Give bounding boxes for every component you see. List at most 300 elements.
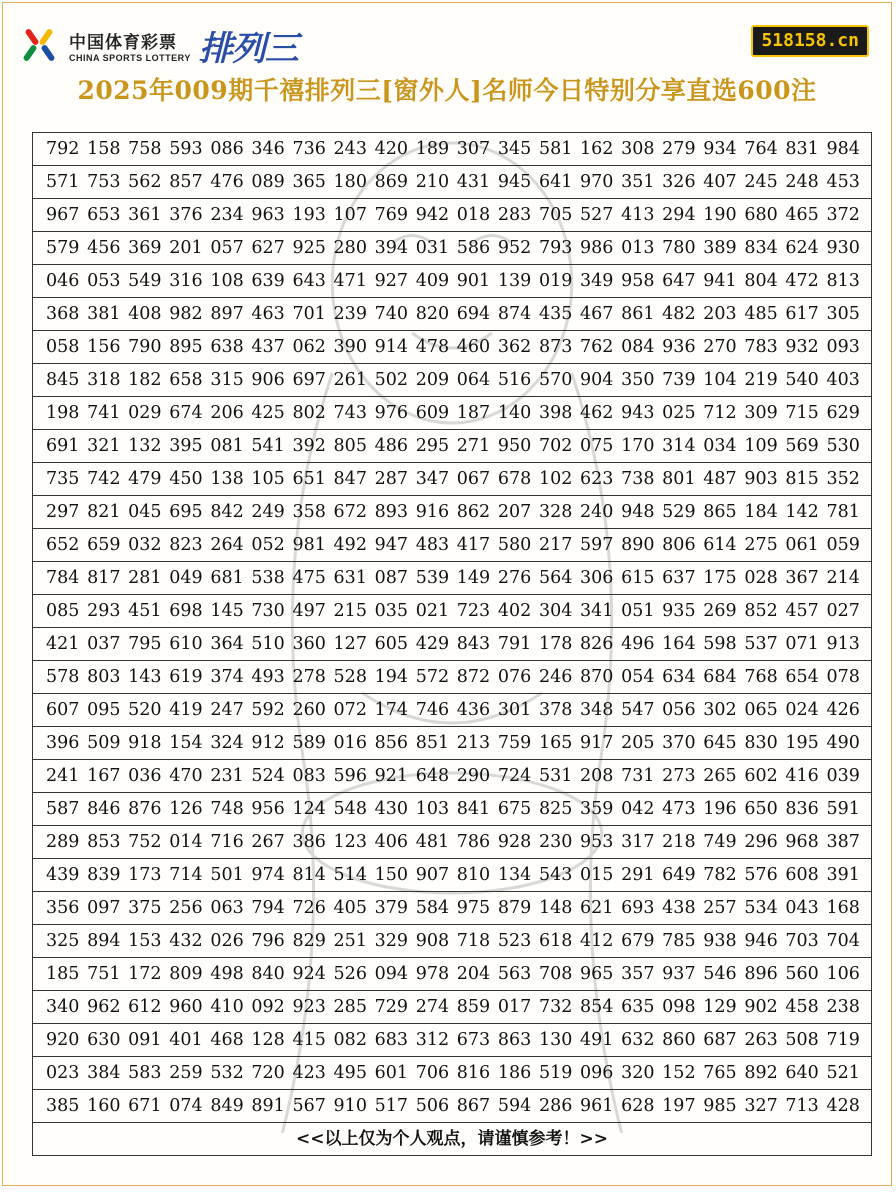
number-cell: 598 — [703, 634, 737, 654]
number-row — [33, 397, 871, 430]
number-cell: 986 — [580, 238, 614, 258]
number-cell: 426 — [826, 700, 860, 720]
number-cell: 093 — [826, 337, 860, 357]
number-cell: 619 — [169, 667, 203, 687]
number-cell: 127 — [333, 634, 367, 654]
number-cell: 140 — [497, 403, 532, 423]
number-cell: 107 — [333, 205, 367, 225]
number-cell: 970 — [580, 172, 614, 192]
number-cell: 017 — [497, 997, 532, 1017]
number-cell: 290 — [456, 766, 491, 786]
number-cell: 581 — [538, 139, 573, 159]
number-cell: 108 — [210, 271, 244, 291]
number-cell: 287 — [374, 469, 409, 489]
number-cell: 045 — [128, 502, 162, 522]
number-cell: 360 — [292, 634, 326, 654]
number-cell: 471 — [333, 271, 367, 291]
number-cell: 450 — [169, 469, 203, 489]
number-cell: 387 — [826, 832, 860, 852]
number-cell: 104 — [703, 370, 737, 390]
number-cell: 576 — [744, 865, 778, 885]
number-cell: 597 — [580, 535, 614, 555]
number-cell: 651 — [292, 469, 326, 489]
number-cell: 247 — [210, 700, 244, 720]
number-cell: 249 — [251, 502, 285, 522]
number-cell: 510 — [251, 634, 285, 654]
number-cell: 270 — [703, 337, 737, 357]
number-cell: 245 — [744, 172, 778, 192]
number-cell: 567 — [292, 1096, 326, 1116]
number-cell: 217 — [538, 535, 573, 555]
number-cell: 042 — [621, 799, 655, 819]
number-cell: 524 — [251, 766, 285, 786]
number-cell: 548 — [333, 799, 367, 819]
number-cell: 467 — [580, 304, 614, 324]
number-cell: 825 — [538, 799, 573, 819]
number-cell: 130 — [538, 1030, 573, 1050]
number-cell: 563 — [497, 964, 532, 984]
number-cell: 680 — [744, 205, 778, 225]
number-cell: 589 — [292, 733, 326, 753]
number-cell: 537 — [744, 634, 778, 654]
number-cell: 963 — [251, 205, 285, 225]
number-cell: 058 — [46, 337, 80, 357]
number-cell: 629 — [826, 403, 860, 423]
number-cell: 259 — [169, 1063, 203, 1083]
number-cell: 264 — [210, 535, 244, 555]
number-cell: 092 — [251, 997, 285, 1017]
number-cell: 062 — [292, 337, 326, 357]
number-cell: 478 — [415, 337, 450, 357]
number-cell: 809 — [169, 964, 203, 984]
number-row — [33, 1024, 871, 1057]
number-cell: 981 — [292, 535, 326, 555]
number-cell: 374 — [210, 667, 244, 687]
number-cell: 904 — [580, 370, 614, 390]
number-cell: 145 — [210, 601, 244, 621]
number-cell: 605 — [374, 634, 409, 654]
number-cell: 645 — [703, 733, 737, 753]
number-cell: 520 — [128, 700, 162, 720]
number-cell: 085 — [46, 601, 80, 621]
number-cell: 830 — [744, 733, 778, 753]
number-cell: 301 — [497, 700, 532, 720]
number-cell: 078 — [826, 667, 860, 687]
number-cell: 095 — [87, 700, 121, 720]
number-cell: 362 — [497, 337, 532, 357]
number-cell: 643 — [292, 271, 326, 291]
number-cell: 784 — [46, 568, 80, 588]
number-cell: 961 — [580, 1096, 614, 1116]
number-cell: 923 — [292, 997, 326, 1017]
number-cell: 539 — [415, 568, 450, 588]
number-cell: 823 — [169, 535, 203, 555]
number-cell: 718 — [456, 931, 491, 951]
number-cell: 978 — [415, 964, 450, 984]
number-cell: 074 — [169, 1096, 203, 1116]
number-cell: 470 — [169, 766, 203, 786]
number-cell: 421 — [46, 634, 80, 654]
number-cell: 260 — [292, 700, 326, 720]
number-cell: 203 — [703, 304, 737, 324]
number-cell: 283 — [497, 205, 532, 225]
number-cell: 736 — [292, 139, 326, 159]
number-cell: 702 — [538, 436, 573, 456]
number-cell: 056 — [662, 700, 696, 720]
number-cell: 892 — [744, 1063, 778, 1083]
number-cell: 405 — [333, 898, 367, 918]
number-cell: 956 — [251, 799, 285, 819]
page — [2, 2, 892, 1186]
number-cell: 218 — [662, 832, 696, 852]
number-cell: 025 — [662, 403, 696, 423]
number-row — [33, 430, 871, 463]
number-cell: 293 — [87, 601, 121, 621]
number-cell: 891 — [251, 1096, 285, 1116]
number-cell: 671 — [128, 1096, 162, 1116]
number-cell: 786 — [456, 832, 491, 852]
number-cell: 708 — [538, 964, 573, 984]
number-cell: 408 — [128, 304, 162, 324]
number-cell: 035 — [374, 601, 409, 621]
number-cell: 704 — [826, 931, 860, 951]
number-cell: 751 — [87, 964, 121, 984]
number-cell: 532 — [210, 1063, 244, 1083]
number-row — [33, 496, 871, 529]
number-cell: 917 — [580, 733, 614, 753]
number-cell: 640 — [785, 1063, 819, 1083]
number-cell: 273 — [662, 766, 696, 786]
number-cell: 087 — [374, 568, 409, 588]
number-cell: 930 — [826, 238, 860, 258]
number-row — [33, 991, 871, 1024]
number-cell: 975 — [456, 898, 491, 918]
number-cell: 628 — [621, 1096, 655, 1116]
number-cell: 794 — [251, 898, 285, 918]
number-cell: 916 — [415, 502, 450, 522]
number-cell: 097 — [87, 898, 121, 918]
number-cell: 368 — [46, 304, 80, 324]
number-cell: 016 — [333, 733, 367, 753]
number-cell: 327 — [744, 1096, 778, 1116]
number-cell: 139 — [497, 271, 532, 291]
number-row — [33, 463, 871, 496]
number-cell: 890 — [621, 535, 655, 555]
number-cell: 530 — [826, 436, 860, 456]
number-cell: 091 — [128, 1030, 162, 1050]
number-cell: 982 — [169, 304, 203, 324]
number-cell: 893 — [374, 502, 409, 522]
number-row — [33, 694, 871, 727]
number-cell: 861 — [621, 304, 655, 324]
number-cell: 840 — [251, 964, 285, 984]
number-cell: 732 — [538, 997, 573, 1017]
number-cell: 428 — [826, 1096, 860, 1116]
number-cell: 509 — [87, 733, 121, 753]
number-cell: 051 — [621, 601, 655, 621]
number-cell: 694 — [456, 304, 491, 324]
number-cell: 263 — [744, 1030, 778, 1050]
number-cell: 468 — [210, 1030, 244, 1050]
number-cell: 637 — [662, 568, 696, 588]
number-row — [33, 793, 871, 826]
number-cell: 096 — [580, 1063, 614, 1083]
number-cell: 134 — [497, 865, 532, 885]
number-cell: 348 — [580, 700, 614, 720]
number-cell: 962 — [87, 997, 121, 1017]
number-cell: 189 — [415, 139, 450, 159]
number-cell: 309 — [744, 403, 778, 423]
number-cell: 527 — [580, 205, 614, 225]
number-cell: 486 — [374, 436, 409, 456]
logo-brand-name: 排列三 — [198, 29, 298, 69]
number-cell: 941 — [703, 271, 737, 291]
site-badge[interactable]: 518158.cn — [751, 25, 869, 57]
number-cell: 028 — [744, 568, 778, 588]
number-cell: 584 — [415, 898, 450, 918]
number-cell: 269 — [703, 601, 737, 621]
number-cell: 350 — [621, 370, 655, 390]
number-cell: 712 — [703, 403, 737, 423]
number-cell: 315 — [210, 370, 244, 390]
number-cell: 678 — [497, 469, 532, 489]
number-cell: 435 — [538, 304, 573, 324]
number-cell: 860 — [662, 1030, 696, 1050]
number-cell: 803 — [87, 667, 121, 687]
number-cell: 863 — [497, 1030, 532, 1050]
number-cell: 304 — [538, 601, 573, 621]
number-cell: 391 — [826, 865, 860, 885]
number-cell: 857 — [169, 172, 203, 192]
number-cell: 609 — [415, 403, 450, 423]
number-cell: 758 — [128, 139, 162, 159]
number-cell: 842 — [210, 502, 244, 522]
number-cell: 849 — [210, 1096, 244, 1116]
number-cell: 521 — [826, 1063, 860, 1083]
number-cell: 265 — [703, 766, 737, 786]
number-cell: 034 — [703, 436, 737, 456]
number-cell: 910 — [333, 1096, 367, 1116]
number-cell: 985 — [703, 1096, 737, 1116]
number-cell: 501 — [210, 865, 244, 885]
number-cell: 953 — [580, 832, 614, 852]
number-cell: 280 — [333, 238, 367, 258]
number-cell: 697 — [292, 370, 326, 390]
number-cell: 291 — [621, 865, 655, 885]
number-cell: 289 — [46, 832, 80, 852]
number-cell: 432 — [169, 931, 203, 951]
number-cell: 698 — [169, 601, 203, 621]
number-cell: 687 — [703, 1030, 737, 1050]
number-cell: 508 — [785, 1030, 819, 1050]
number-cell: 790 — [128, 337, 162, 357]
number-cell: 026 — [210, 931, 244, 951]
number-row — [33, 859, 871, 892]
number-cell: 437 — [251, 337, 285, 357]
number-cell: 076 — [497, 667, 532, 687]
number-cell: 896 — [744, 964, 778, 984]
number-cell: 185 — [46, 964, 80, 984]
number-cell: 854 — [580, 997, 614, 1017]
number-cell: 086 — [210, 139, 244, 159]
number-cell: 023 — [46, 1063, 80, 1083]
number-cell: 965 — [580, 964, 614, 984]
number-cell: 143 — [128, 667, 162, 687]
number-cell: 425 — [251, 403, 285, 423]
number-cell: 534 — [744, 898, 778, 918]
number-cell: 180 — [333, 172, 367, 192]
number-cell: 239 — [333, 304, 367, 324]
number-cell: 102 — [538, 469, 573, 489]
number-cell: 814 — [292, 865, 326, 885]
lottery-logo-icon — [21, 26, 63, 66]
number-cell: 256 — [169, 898, 203, 918]
number-cell: 071 — [785, 634, 819, 654]
number-cell: 451 — [128, 601, 162, 621]
number-cell: 950 — [497, 436, 532, 456]
number-cell: 286 — [538, 1096, 573, 1116]
number-cell: 305 — [826, 304, 860, 324]
number-cell: 351 — [621, 172, 655, 192]
number-cell: 874 — [497, 304, 532, 324]
number-cell: 084 — [621, 337, 655, 357]
number-cell: 526 — [333, 964, 367, 984]
number-cell: 564 — [538, 568, 573, 588]
number-cell: 924 — [292, 964, 326, 984]
number-cell: 879 — [497, 898, 532, 918]
number-cell: 123 — [333, 832, 367, 852]
number-cell: 215 — [333, 601, 367, 621]
number-cell: 417 — [456, 535, 491, 555]
number-cell: 902 — [744, 997, 778, 1017]
number-cell: 506 — [415, 1096, 450, 1116]
number-cell: 063 — [210, 898, 244, 918]
number-cell: 241 — [46, 766, 80, 786]
number-cell: 243 — [333, 139, 367, 159]
number-cell: 285 — [333, 997, 367, 1017]
number-cell: 057 — [210, 238, 244, 258]
number-cell: 109 — [744, 436, 778, 456]
number-cell: 514 — [333, 865, 367, 885]
number-cell: 810 — [456, 865, 491, 885]
number-cell: 128 — [251, 1030, 285, 1050]
number-cell: 720 — [251, 1063, 285, 1083]
number-cell: 317 — [621, 832, 655, 852]
number-row — [33, 628, 871, 661]
number-cell: 067 — [456, 469, 491, 489]
number-cell: 430 — [374, 799, 409, 819]
number-cell: 341 — [580, 601, 614, 621]
number-cell: 281 — [128, 568, 162, 588]
number-cell: 490 — [826, 733, 860, 753]
number-cell: 960 — [169, 997, 203, 1017]
number-cell: 621 — [580, 898, 614, 918]
number-cell: 384 — [87, 1063, 121, 1083]
number-cell: 560 — [785, 964, 819, 984]
number-cell: 307 — [456, 139, 491, 159]
number-cell: 516 — [497, 370, 532, 390]
number-cell: 847 — [333, 469, 367, 489]
number-cell: 325 — [46, 931, 80, 951]
number-cell: 473 — [662, 799, 696, 819]
number-cell: 701 — [292, 304, 326, 324]
number-cell: 052 — [251, 535, 285, 555]
number-cell: 385 — [46, 1096, 80, 1116]
number-cell: 075 — [580, 436, 614, 456]
number-cell: 081 — [210, 436, 244, 456]
number-cell: 648 — [415, 766, 450, 786]
number-cell: 031 — [415, 238, 450, 258]
number-cell: 831 — [785, 139, 819, 159]
number-cell: 148 — [538, 898, 573, 918]
number-cell: 481 — [415, 832, 450, 852]
number-cell: 780 — [662, 238, 696, 258]
number-cell: 485 — [744, 304, 778, 324]
number-cell: 340 — [46, 997, 80, 1017]
number-cell: 465 — [785, 205, 819, 225]
number-cell: 257 — [703, 898, 737, 918]
number-cell: 945 — [497, 172, 532, 192]
number-cell: 379 — [374, 898, 409, 918]
number-cell: 456 — [87, 238, 121, 258]
number-cell: 167 — [87, 766, 121, 786]
number-cell: 297 — [46, 502, 80, 522]
number-cell: 749 — [703, 832, 737, 852]
number-cell: 796 — [251, 931, 285, 951]
number-cell: 726 — [292, 898, 326, 918]
number-row — [33, 826, 871, 859]
number-row — [33, 331, 871, 364]
disclaimer-footer: <<以上仅为个人观点，请谨慎参考！>> — [296, 1129, 608, 1149]
number-cell: 765 — [703, 1063, 737, 1083]
number-cell: 894 — [87, 931, 121, 951]
number-cell: 015 — [580, 865, 614, 885]
number-cell: 817 — [87, 568, 121, 588]
number-cell: 491 — [580, 1030, 614, 1050]
number-cell: 546 — [703, 964, 737, 984]
number-cell: 608 — [785, 865, 819, 885]
number-cell: 053 — [87, 271, 121, 291]
number-cell: 306 — [580, 568, 614, 588]
number-cell: 352 — [826, 469, 860, 489]
number-row — [33, 727, 871, 760]
number-cell: 570 — [538, 370, 573, 390]
number-cell: 517 — [374, 1096, 409, 1116]
number-cell: 785 — [662, 931, 696, 951]
number-cell: 187 — [456, 403, 491, 423]
number-cell: 805 — [333, 436, 367, 456]
number-cell: 105 — [251, 469, 285, 489]
number-cell: 302 — [703, 700, 737, 720]
number-cell: 072 — [333, 700, 367, 720]
number-cell: 358 — [292, 502, 326, 522]
number-cell: 762 — [580, 337, 614, 357]
number-cell: 706 — [415, 1063, 450, 1083]
number-cell: 631 — [333, 568, 367, 588]
number-cell: 198 — [46, 403, 80, 423]
number-cell: 124 — [292, 799, 326, 819]
number-cell: 043 — [785, 898, 819, 918]
number-cell: 021 — [415, 601, 450, 621]
number-cell: 231 — [210, 766, 244, 786]
number-cell: 920 — [46, 1030, 80, 1050]
number-cell: 839 — [87, 865, 121, 885]
number-cell: 196 — [703, 799, 737, 819]
number-cell: 932 — [785, 337, 819, 357]
number-cell: 617 — [785, 304, 819, 324]
number-cell: 815 — [785, 469, 819, 489]
number-cell: 741 — [87, 403, 121, 423]
